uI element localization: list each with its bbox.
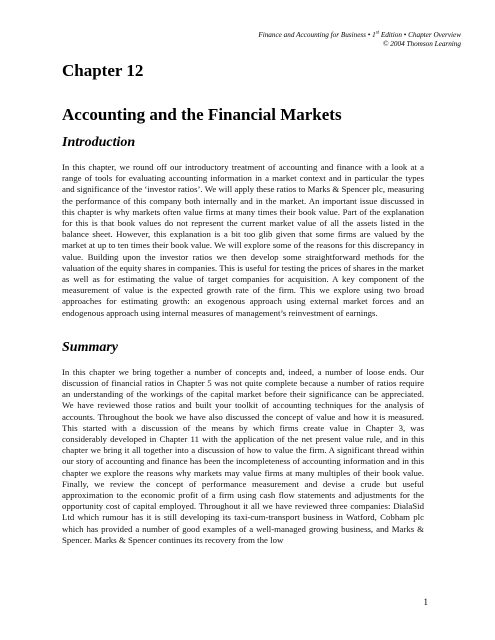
section-heading-introduction: Introduction: [62, 135, 136, 150]
page-content: [62, 60, 424, 546]
chapter-number: Chapter 12: [62, 61, 144, 80]
chapter-title: Accounting and the Financial Markets: [62, 105, 342, 124]
running-header-line-1: Finance and Accounting for Business • 1st Edition • Chapter Overview: [258, 30, 461, 39]
section-body-introduction: In this chapter, we round off our introductory treatment of accounting and finance with a look at a range of tools for evaluating accounting information in a market context and in particular the types and significance of the ‘investor ratios’. We will apply these ratios to Marks & Spencer plc, measuring the performance of this company both internally and in the market. An important issue discussed in this chapter is why markets often value firms at many times their book value. Part of the explanation for this is that book values do not represent the current market value of all the assets listed in the balance sheet. However, this explanation is a bit too glib given that some firms are valued by the market at up to ten times their book value. We will explore some of the reasons for this discrepancy in value. Building upon the investor ratios we then develop some straightforward methods for the valuation of the equity shares in companies. This is useful for testing the prices of shares in the market as well as for estimating the value of target companies for acquisition. A key component of the measurement of value is the expected growth rate of the firm. This we explore using two broad approaches for estimating growth: an exogenous approach using external market forces and an endogenous approach using internal measures of management’s reinvestment of earnings.: [62, 162, 424, 318]
running-header: [258, 31, 461, 49]
section-heading-summary: Summary: [62, 339, 119, 355]
section-body-summary: In this chapter we bring together a number of concepts and, indeed, a number of loose ends. Our discussion of financial ratios in Chapter 5 was not quite complete because a number of ratios require an understanding of the workings of the capital market before their significance can be appreciated. We have reviewed those ratios and built your toolkit of accounting techniques for the analysis of accounts. Throughout the book we have also discussed the concept of value and how it is measured. This started with a discussion of the means by which firms create value in Chapter 3, was considerably developed in Chapter 11 with the application of the net present value rule, and in this chapter we bring it all together into a discussion of how to value the firm. A significant thread within our story of accounting and finance has been the incompleteness of accounting information and in this chapter we explore the reasons why markets may value firms at many multiples of their book value. Finally, we review the concept of performance measurement and devise a crude but useful approximation to the economic profit of a firm using cash flow statements and adjustments for the opportunity cost of capital employed. Throughout it all we have reviewed three companies: DialaSid Ltd which rumour has it is still developing its taxi-cum-transport business in Watford, Cobham plc which has provided a number of good examples of a well-managed growing business, and Marks & Spencer. Marks & Spencer continues its recovery from the low: [62, 366, 424, 545]
running-header-line-2: © 2004 Thomson Learning: [383, 40, 461, 48]
page-number: 1: [423, 597, 428, 607]
